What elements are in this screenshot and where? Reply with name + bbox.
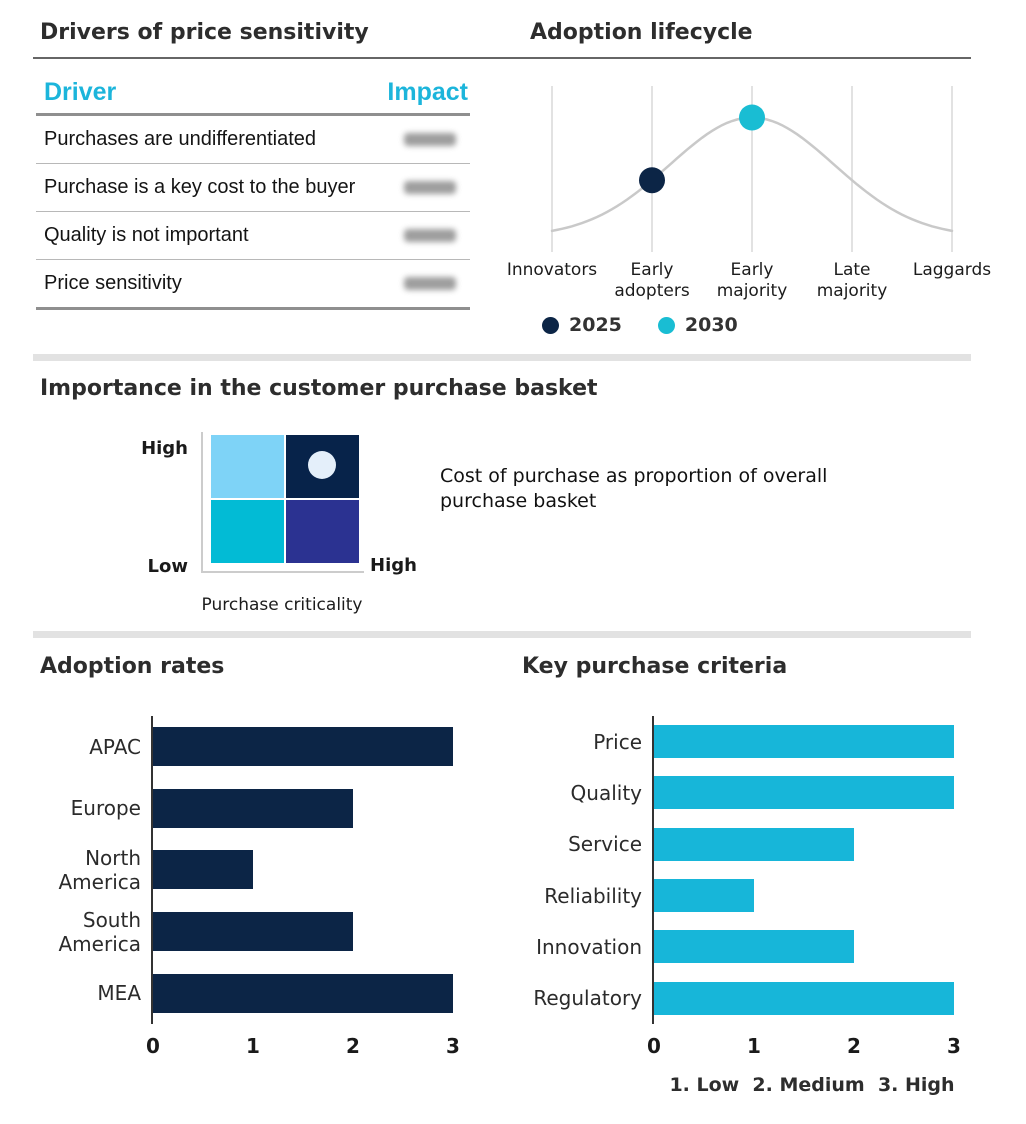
column-header-driver: Driver [44,78,117,106]
matrix-y-high-label: High [141,438,188,459]
adoption-lifecycle-chart [506,84,992,356]
bar [654,879,754,912]
category-label: North America [58,845,141,894]
category-label: Europe [70,796,141,821]
driver-row [36,212,470,260]
bar [153,850,253,889]
value-scale-footnote: 1. Low 2. Medium 3. High [669,1074,955,1096]
bar-row [40,839,526,901]
legend-dot-icon [542,317,559,334]
bar [654,982,954,1015]
bar-track [153,974,526,1013]
legend-label: 2025 [569,314,622,336]
basket-section-title: Importance in the customer purchase basket [40,376,598,401]
y-axis-line [652,716,654,1024]
x-tick-label: 3 [947,1034,961,1058]
adoption-rates-title: Adoption rates [40,654,225,679]
driver-text: Purchases are undifferentiated [44,128,317,150]
bar-track [654,776,982,809]
key-purchase-criteria-chart [522,716,982,1076]
bar-track [654,828,982,861]
driver-text: Purchase is a key cost to the buyer [44,176,356,198]
bar-rows [40,716,526,1024]
lifecycle-section-title: Adoption lifecycle [530,20,753,45]
matrix-quadrant-bottom-left [211,500,284,563]
bar-row [522,870,982,921]
bar [153,727,453,766]
bar-row [40,716,526,778]
section-divider [33,354,971,361]
bar-row [522,973,982,1024]
bar [153,974,453,1013]
driver-text: Price sensitivity [44,272,182,294]
data-point-2030 [739,105,765,131]
bar [153,912,353,951]
basket-annotation: Cost of purchase as proportion of overall purchase basket [440,465,828,512]
bar [153,789,353,828]
drivers-table-header [36,70,470,116]
legend-item-2030 [658,314,738,336]
adoption-rates-chart [40,716,526,1076]
x-axis-ticks [522,1034,982,1060]
legend-label: 2030 [684,314,738,336]
category-label: Price [593,729,642,754]
legend-dot-icon [658,317,675,334]
bar-row [522,716,982,767]
bar-track [153,727,526,766]
x-tick-label: 2 [847,1034,861,1058]
driver-row [36,116,470,164]
data-point-2025 [639,167,665,193]
matrix-quadrant-top-right [286,435,359,498]
bar-row [40,962,526,1024]
lifecycle-category-label: Innovators [506,260,598,280]
matrix-quadrant-top-left [211,435,284,498]
category-label: Quality [570,780,642,805]
bar-row [522,767,982,818]
bar [654,828,854,861]
bar-rows [522,716,982,1024]
driver-text: Quality is not important [44,224,249,246]
impact-value-redacted [404,229,456,242]
drivers-section-title: Drivers of price sensitivity [40,20,369,45]
matrix-quadrant-bottom-right [286,500,359,563]
x-tick-label: 1 [246,1034,260,1058]
impact-value-redacted [404,277,456,290]
matrix-x-high-label: High [370,555,417,576]
bar-row [522,921,982,972]
y-axis-line [151,716,153,1024]
driver-row [36,260,470,307]
lifecycle-category-labels [506,260,992,310]
bar [654,930,854,963]
section-divider [33,631,971,638]
category-label: Regulatory [533,986,642,1011]
matrix-x-axis-title: Purchase criticality [201,595,363,615]
x-tick-label: 1 [747,1034,761,1058]
x-tick-label: 0 [647,1034,661,1058]
bar-track [153,789,526,828]
bar-track [654,725,982,758]
drivers-table-rows [36,116,470,310]
lifecycle-legend [542,314,738,336]
lifecycle-category-label: Laggards [912,260,992,280]
lifecycle-category-label: Early adopters [614,260,690,301]
bar-track [654,930,982,963]
x-tick-label: 0 [146,1034,160,1058]
lifecycle-category-label: Early majority [716,260,788,301]
matrix-position-dot [308,451,336,479]
matrix-y-axis-line [201,432,203,573]
bar [654,776,954,809]
key-purchase-criteria-title: Key purchase criteria [522,654,788,679]
bar-row [522,819,982,870]
driver-row [36,164,470,212]
drivers-table [36,70,470,310]
impact-value-redacted [404,133,456,146]
category-label: APAC [89,734,141,759]
matrix-x-axis-line [201,571,364,573]
category-label: South America [58,907,141,956]
column-header-impact: Impact [387,78,468,106]
x-tick-label: 3 [446,1034,460,1058]
bar-track [153,912,526,951]
purchase-basket-matrix [211,435,359,563]
title-underline-rule [33,57,971,59]
lifecycle-category-label: Late majority [816,260,888,301]
bar-track [654,982,982,1015]
x-axis-ticks [40,1034,526,1060]
category-label: Service [568,832,642,857]
bar-track [654,879,982,912]
category-label: Innovation [536,934,642,959]
bar [654,725,954,758]
matrix-y-low-label: Low [147,556,188,577]
legend-item-2025 [542,314,622,336]
impact-value-redacted [404,181,456,194]
bar-row [40,901,526,963]
category-label: MEA [97,981,141,1006]
bar-track [153,850,526,889]
category-label: Reliability [544,883,642,908]
bar-row [40,778,526,840]
x-tick-label: 2 [346,1034,360,1058]
lifecycle-plot [530,84,970,254]
